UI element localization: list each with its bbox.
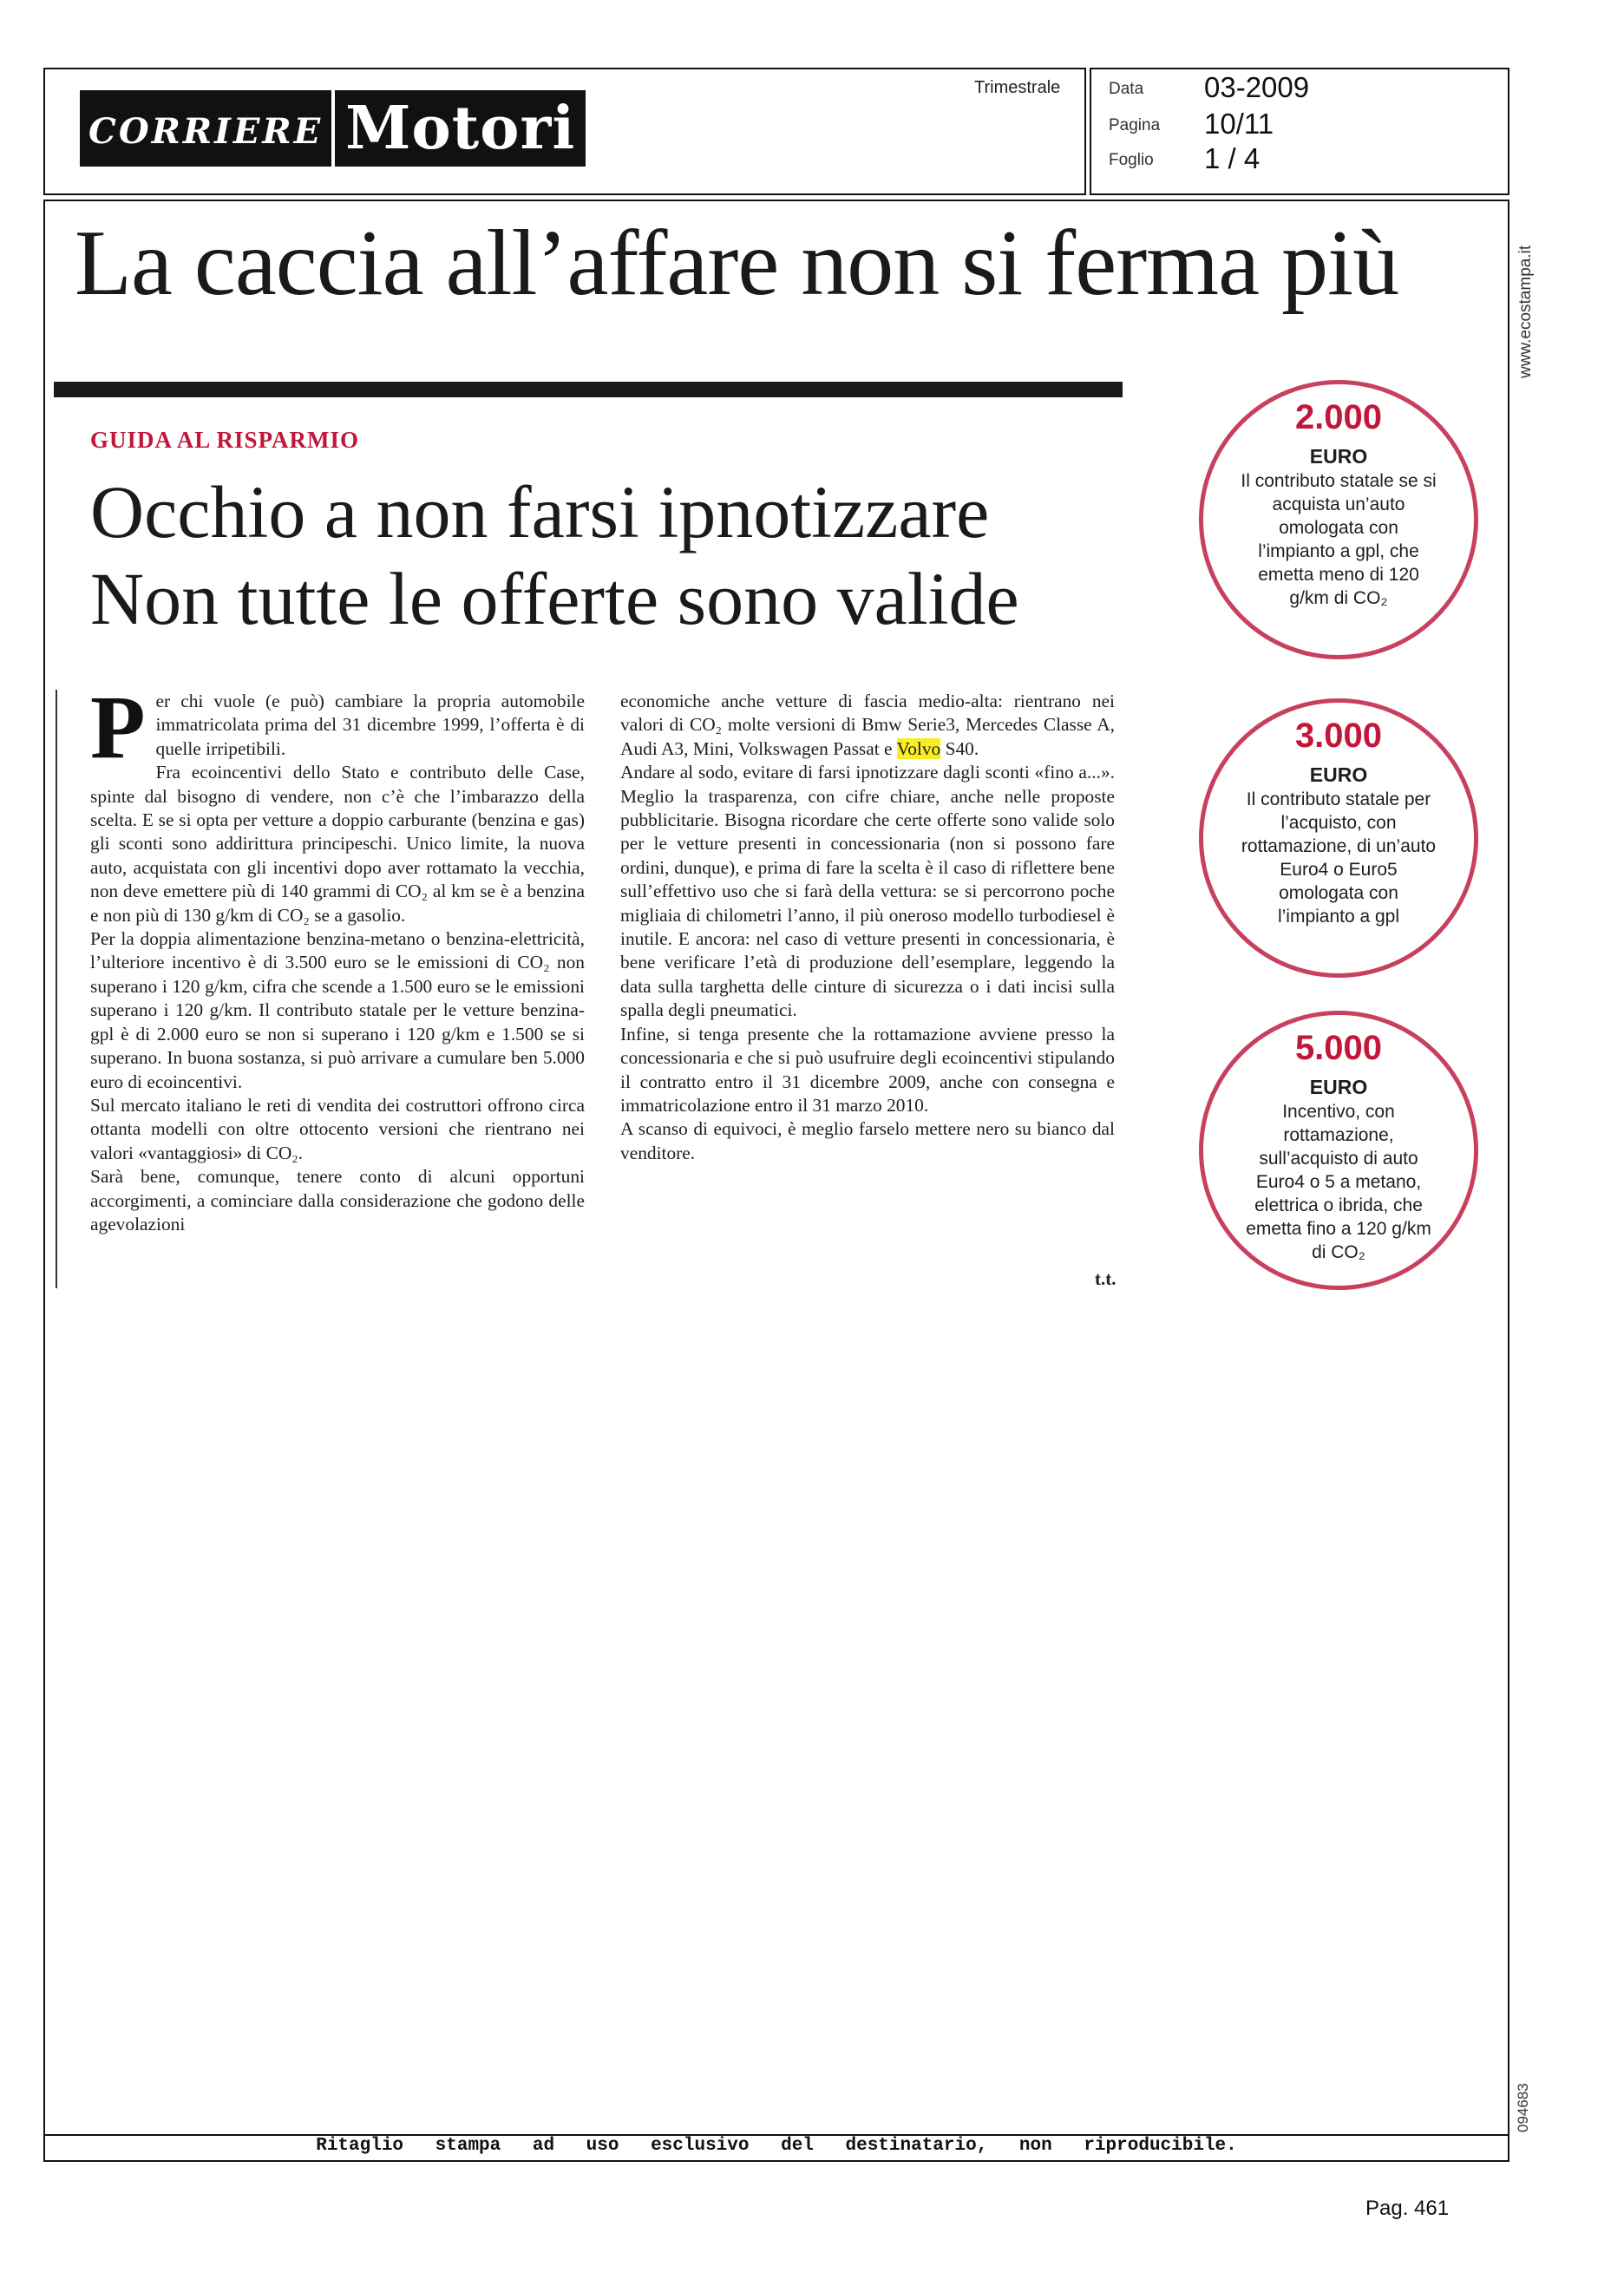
paragraph: Fra ecoincentivi dello Stato e contributo delle Case, spinte dal bisogno di vendere, non c’è che l’imbarazzo della scelta. E se si opta per vetture a doppio carburante (benzina e gas) gli sconti sono addirittura principeschi. Unico limite, la nuova auto, acquistata con gli incentivi dopo aver rottamato la vecchia, non deve emettere più di 140 grammi di CO₂ al km se è a benzina e non più di 130 g/km di CO₂ se a gasolio. xyxy=(90,762,585,926)
paragraph xyxy=(90,678,585,777)
newspaper-logo xyxy=(80,90,586,167)
headline-line-2: Non tutte le offerte sono valide xyxy=(90,557,1019,640)
source-site: www.ecostampa.it xyxy=(1516,245,1535,378)
stat-description: Incentivo, con rottamazione, sull’acquisto di auto Euro4 o 5 a metano, elettrica o ibrida, che emetta fino a 120 g/km di CO₂ xyxy=(1246,1102,1431,1262)
margin-line xyxy=(56,690,57,1288)
stat-value: 5.000 xyxy=(1294,1029,1383,1067)
article-column-1 xyxy=(90,678,585,1236)
paragraph: Infine, si tenga presente che la rottamazione avviene presso la concessionaria e che si può usufruire degli ecoincentivi stipulando il contratto entro il 31 dicembre 2009, anche con consegna e immatricolazione entro il 31 marzo 2010. xyxy=(620,1023,1115,1116)
stat-circle-gpl xyxy=(1199,380,1478,659)
stat-value: 2.000 xyxy=(1294,398,1383,436)
headline-line-1: Occhio a non farsi ipnotizzare xyxy=(90,470,990,553)
stat-unit: EURO xyxy=(1309,445,1368,468)
paragraph: Sarà bene, comunque, tenere conto di alcuni opportuni accorgimenti, a cominciare dalla considerazione che godono delle agevolazioni xyxy=(90,1166,585,1234)
paragraph-text: er chi vuole (e può) cambiare la propria automobile immatricolata prima del 31 dicembre 1999, l’offerta è di quelle irripetibili. xyxy=(155,691,585,759)
periodicity-label: Trimestrale xyxy=(974,78,1061,97)
article-headline xyxy=(90,468,1166,642)
page-number: Pag. 461 xyxy=(1365,2197,1450,2220)
paragraph xyxy=(620,690,1115,761)
highlighted-term: Volvo xyxy=(896,737,941,759)
author-signature: t.t. xyxy=(1095,1268,1116,1289)
sheet-value: 1 / 4 xyxy=(1204,142,1261,174)
article-column-2 xyxy=(620,690,1115,1165)
stat-unit: EURO xyxy=(1309,763,1368,786)
article-kicker: GUIDA AL RISPARMIO xyxy=(90,427,360,453)
stat-description: Il contributo statale se si acquista un’auto omologata con l’impianto a gpl, che emetta meno di 120 g/km di CO₂ xyxy=(1241,471,1437,608)
stat-description: Il contributo statale per l’acquisto, con rottamazione, di un’auto Euro4 o Euro5 omologata con l’impianto a gpl xyxy=(1241,789,1437,927)
paragraph: Per la doppia alimentazione benzina-metano o benzina-elettricità, l’ulteriore incentivo è di 3.500 euro se le emissioni di CO₂ non superano i 120 g/km, cifra che scende a 1.500 euro se le emissioni superano i 120 g/km. Il contributo statale per le vetture benzina-gpl è di 2.000 euro se non si superano i 120 g/km e 1.500 se si superano. In buona sostanza, si può arrivare a cumulare ben 5.000 euro di ecoincentivi. xyxy=(90,928,585,1092)
stat-circle-rottamazione-gpl xyxy=(1199,698,1478,978)
logo-motori: Motori xyxy=(345,94,576,163)
paragraph-text: S40. xyxy=(945,737,979,759)
stat-value: 3.000 xyxy=(1294,717,1383,755)
page-label: Pagina xyxy=(1109,116,1161,134)
date-value: 03-2009 xyxy=(1204,71,1310,103)
dropcap: P xyxy=(90,678,146,777)
document-code: 094683 xyxy=(1515,2083,1531,2132)
paragraph: Andare al sodo, evitare di farsi ipnotizzare dagli sconti «fino a...». Meglio la trasparenza, con cifre chiare, anche nelle proposte pubblicitarie. Bisogna ricordare che certe offerte sono valide solo per le vetture presenti in concessionaria (non si possono fare ordini, dunque), e prima di fare la scelta è il caso di riflettere bene sull’effettivo uso che si farà della vettura: se si percorrono poche migliaia di chilometri l’anno, il più oneroso modello turbodiesel è inutile. E ancora: nel caso di vetture presenti in concessionaria, è bene verificare l’età di produzione dell’esemplare, leggendo la data sulla targhetta delle cinture di sicurezza o i dati incisi sulla spalla degli pneumatici. xyxy=(620,762,1115,1021)
stat-unit: EURO xyxy=(1309,1076,1368,1098)
sheet-label: Foglio xyxy=(1109,151,1154,169)
paragraph: A scanso di equivoci, è meglio farselo mettere nero su bianco dal venditore. xyxy=(620,1118,1115,1163)
title-rule xyxy=(54,382,1123,397)
logo-corriere: CORRIERE xyxy=(80,90,335,167)
date-label: Data xyxy=(1109,80,1144,98)
footer-disclaimer: Ritaglio stampa ad uso esclusivo del destinatario, non riproducibile. xyxy=(316,2136,1237,2156)
paragraph: Sul mercato italiano le reti di vendita dei costruttori offrono circa ottanta modelli con oltre ottocento versioni che rientrano nei valori «vantaggiosi» di CO₂. xyxy=(90,1094,585,1163)
page-value: 10/11 xyxy=(1204,108,1274,140)
page-title: La caccia all’affare non si ferma più xyxy=(75,212,1399,315)
stat-circle-incentivo xyxy=(1199,1011,1478,1290)
paragraph-text: economiche anche vetture di fascia medio-alta: rientrano nei valori di CO₂ molte versioni di Bmw Serie3, Mercedes Classe A, Audi A3, Mini, Volkswagen Passat e xyxy=(620,691,1115,759)
